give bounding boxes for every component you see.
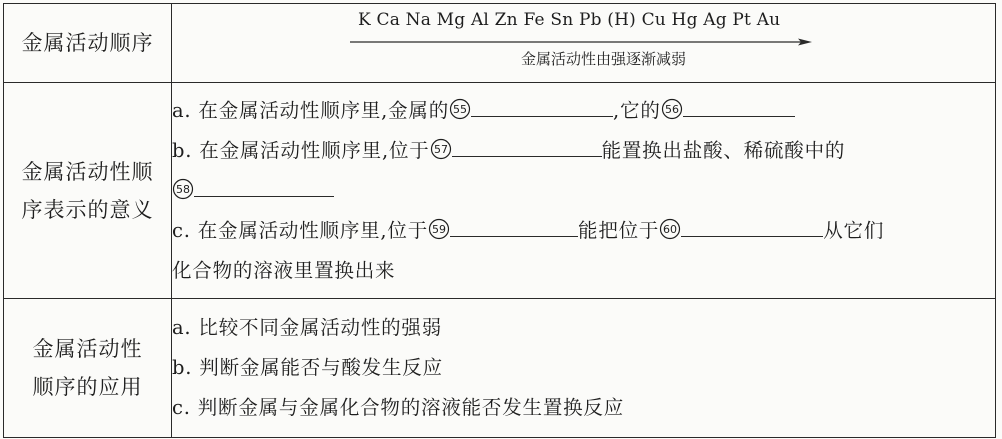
item-b-text2: 能置换出盐酸、稀硫酸中的 (601, 138, 846, 162)
item-c-text4: 化合物的溶液里置换出来 (172, 258, 396, 282)
item-a (172, 91, 995, 131)
item-a-text1: a. 在金属活动性顺序里,金属的 (172, 98, 450, 122)
row1-label: 金属活动顺序 (4, 4, 172, 83)
row-activity-series (4, 4, 996, 83)
activity-series-text: K Ca Na Mg Al Zn Fe Sn Pb (H) Cu Hg Ag Pt Au (358, 10, 781, 30)
item-c (172, 211, 995, 251)
circled-number-57 (430, 139, 452, 162)
metal-activity-table (3, 3, 996, 438)
svg-text:56: 56 (664, 102, 679, 116)
blank-59[interactable] (450, 212, 578, 237)
item-b-cont (172, 171, 995, 211)
circled-number-56 (661, 99, 683, 122)
series-cell (172, 4, 996, 83)
circled-number-59 (428, 219, 450, 242)
svg-text:57: 57 (433, 142, 448, 156)
blank-60[interactable] (681, 212, 823, 237)
circled-number-60 (659, 219, 681, 242)
item-c-cont (172, 251, 995, 291)
svg-text:55: 55 (453, 102, 468, 116)
row2-label (4, 83, 172, 299)
svg-text:58: 58 (176, 182, 190, 196)
row3-label (4, 299, 172, 438)
row2-label-line2: 序表示的意义 (21, 197, 154, 222)
arrow-caption: 金属活动性由强逐渐减弱 (520, 50, 686, 68)
row2-label-line1: 金属活动性顺 (21, 159, 154, 184)
application-item-c: c. 判断金属与金属化合物的溶液能否发生置换反应 (172, 396, 625, 419)
blank-57[interactable] (452, 132, 602, 157)
item-b-text1: b. 在金属活动性顺序里,位于 (172, 138, 430, 162)
application-item-b: b. 判断金属能否与酸发生反应 (172, 356, 443, 379)
item-b (172, 131, 995, 171)
svg-text:60: 60 (663, 222, 678, 236)
svg-text:59: 59 (432, 222, 447, 236)
row-application (4, 299, 996, 438)
application-content (172, 299, 996, 438)
blank-58[interactable] (194, 172, 334, 197)
circled-number-55 (449, 99, 471, 122)
item-c-text2: 能把位于 (578, 218, 660, 242)
item-c-text1: c. 在金属活动性顺序里,位于 (172, 218, 429, 242)
blank-55[interactable] (471, 92, 613, 117)
item-a-text2: ,它的 (613, 98, 661, 122)
row3-label-line1: 金属活动性 (32, 337, 143, 361)
circled-number-58 (172, 179, 194, 202)
row3-label-line2: 顺序的应用 (32, 375, 143, 399)
row-meaning (4, 83, 996, 299)
item-c-text3: 从它们 (823, 218, 885, 242)
right-arrow-icon (350, 38, 812, 46)
blank-56[interactable] (683, 92, 795, 117)
application-item-a: a. 比较不同金属活动性的强弱 (172, 316, 443, 339)
meaning-content (172, 83, 996, 299)
